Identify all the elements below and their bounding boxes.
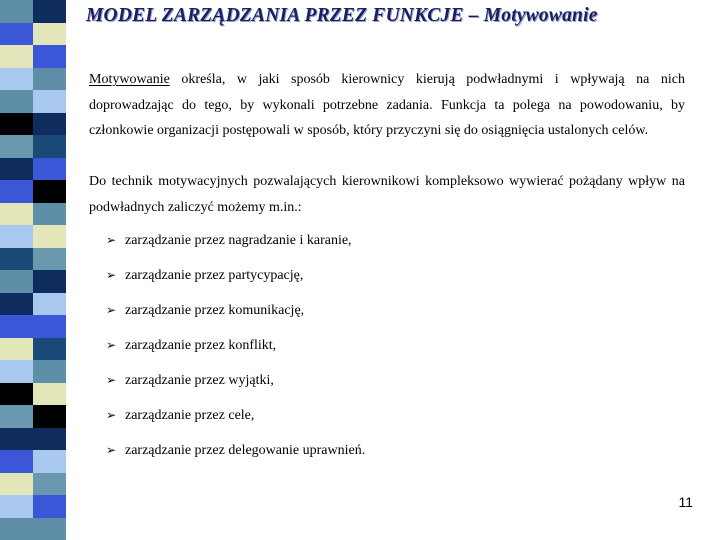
stripe-row [0,68,66,91]
list-item [106,263,365,298]
decorative-stripe [0,0,66,540]
list-item-text: zarządzanie przez nagradzanie i karanie, [125,233,352,248]
stripe-row [0,225,66,248]
arrow-right-icon: ➢ [106,303,117,317]
stripe-row [0,428,66,451]
stripe-block [33,158,66,181]
stripe-block [33,180,66,203]
list-item-text: zarządzanie przez konflikt, [125,338,277,353]
stripe-block [0,450,33,473]
stripe-block [33,113,66,136]
stripe-block [33,225,66,248]
stripe-row [0,338,66,361]
stripe-block [0,518,33,540]
list-item-text: zarządzanie przez partycypację, [125,268,304,283]
stripe-block [0,383,33,406]
stripe-row [0,113,66,136]
stripe-block [33,90,66,113]
stripe-block [0,135,33,158]
stripe-block [33,383,66,406]
stripe-block [33,405,66,428]
arrow-right-icon: ➢ [106,373,117,387]
stripe-block [0,293,33,316]
stripe-row [0,45,66,68]
keyword-motywowanie: Motywowanie [89,72,170,87]
list-item [106,438,365,473]
stripe-block [0,0,33,23]
list-item [106,228,365,263]
stripe-block [0,270,33,293]
stripe-row [0,495,66,518]
stripe-block [0,338,33,361]
stripe-block [33,203,66,226]
paragraph-definition-text: określa, w jaki sposób kierownicy kierują podwładnymi i wpływają na nich doprowadzając do tego, by wykonali potrzebne zadania. Funkcja ta polega na powodowaniu, by członkowie organizacji postępowali w sposób, który przyczyni się do osiągnięcia ustalonych celów. [89,72,685,138]
stripe-block [0,360,33,383]
stripe-row [0,315,66,338]
list-item-text: zarządzanie przez komunikację, [125,303,305,318]
slide-title: MODEL ZARZĄDZANIA PRZEZ FUNKCJE – Motywowanie [86,5,598,26]
stripe-block [0,473,33,496]
stripe-block [33,495,66,518]
stripe-row [0,473,66,496]
list-item-text: zarządzanie przez delegowanie uprawnień. [125,443,366,458]
stripe-block [33,473,66,496]
stripe-row [0,360,66,383]
stripe-row [0,383,66,406]
list-item [106,403,365,438]
stripe-block [0,495,33,518]
arrow-right-icon: ➢ [106,268,117,282]
stripe-row [0,135,66,158]
arrow-right-icon: ➢ [106,233,117,247]
stripe-block [33,293,66,316]
paragraph-techniques-intro: Do technik motywacyjnych pozwalających kierownikowi kompleksowo wywierać pożądany wpływ na podwładnych zaliczyć możemy m.in.: [89,174,685,215]
stripe-block [0,113,33,136]
stripe-block [0,45,33,68]
stripe-row [0,23,66,46]
stripe-row [0,293,66,316]
stripe-block [33,45,66,68]
stripe-block [33,68,66,91]
stripe-block [0,180,33,203]
stripe-row [0,0,66,23]
stripe-block [33,135,66,158]
page-number: 11 [678,494,693,510]
stripe-row [0,405,66,428]
stripe-block [33,428,66,451]
stripe-row [0,158,66,181]
stripe-block [0,158,33,181]
stripe-row [0,270,66,293]
list-item [106,333,365,368]
bullet-list [106,228,365,473]
stripe-row [0,90,66,113]
stripe-block [33,450,66,473]
stripe-row [0,518,66,540]
list-item-text: zarządzanie przez cele, [125,408,255,423]
stripe-block [0,68,33,91]
stripe-block [33,360,66,383]
stripe-block [33,315,66,338]
stripe-block [33,338,66,361]
paragraph-definition [89,67,685,144]
list-item-text: zarządzanie przez wyjątki, [125,373,274,388]
stripe-block [0,23,33,46]
stripe-block [0,428,33,451]
stripe-block [0,225,33,248]
stripe-block [0,90,33,113]
stripe-block [0,203,33,226]
stripe-block [33,270,66,293]
stripe-row [0,203,66,226]
stripe-block [0,315,33,338]
stripe-block [33,0,66,23]
stripe-block [33,23,66,46]
arrow-right-icon: ➢ [106,443,117,457]
list-item [106,298,365,333]
stripe-block [33,248,66,271]
stripe-block [0,405,33,428]
stripe-block [0,248,33,271]
stripe-row [0,450,66,473]
stripe-block [33,518,66,540]
stripe-row [0,180,66,203]
stripe-row [0,248,66,271]
arrow-right-icon: ➢ [106,338,117,352]
arrow-right-icon: ➢ [106,408,117,422]
list-item [106,368,365,403]
